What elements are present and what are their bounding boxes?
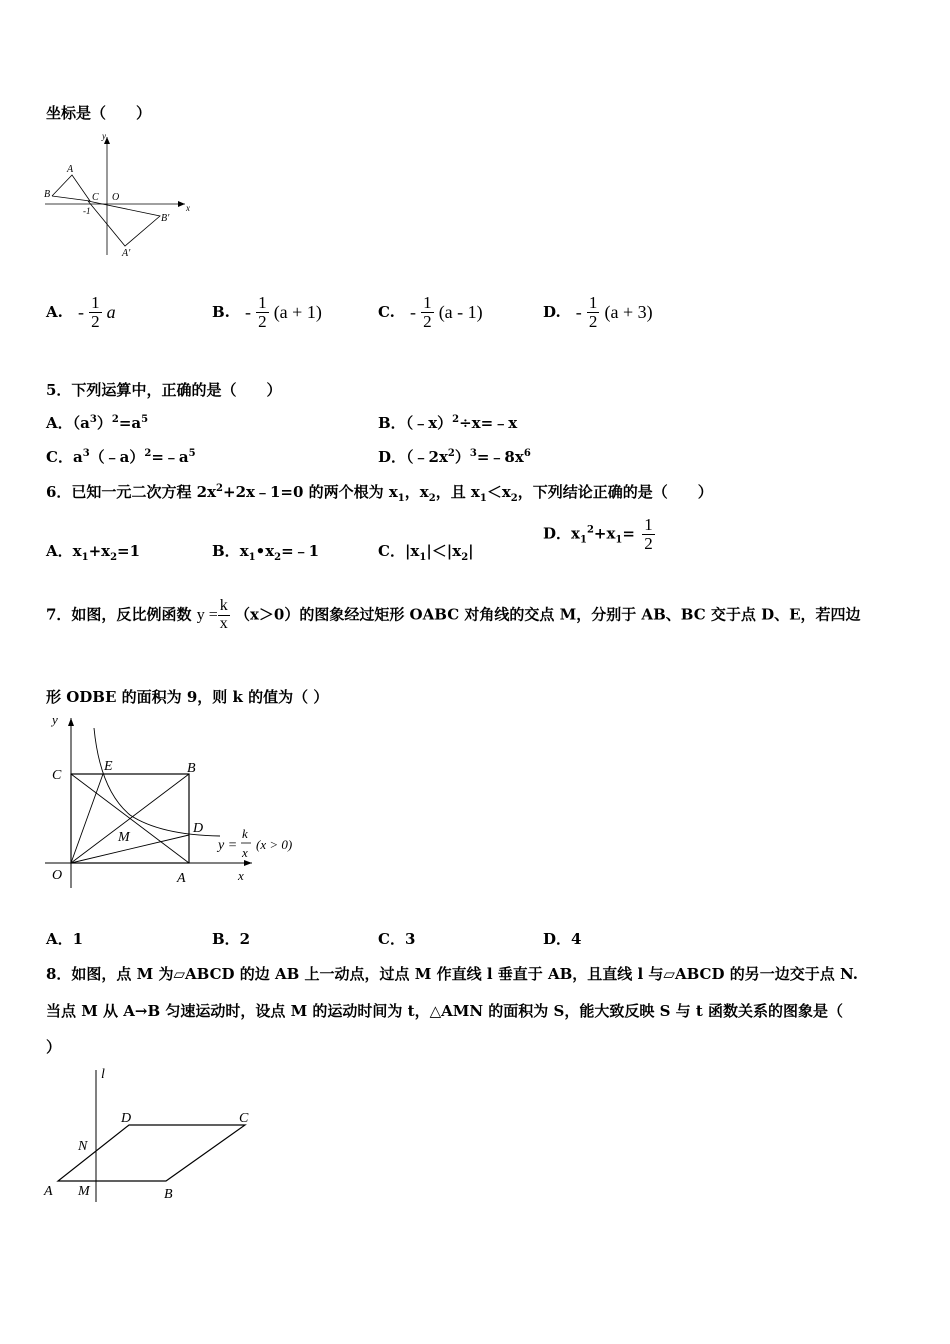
q5-stem: 5．下列运算中，正确的是（ ）: [46, 381, 282, 399]
q7-figure: [40, 710, 330, 890]
q4-fig-x: x: [186, 203, 190, 213]
q4-option-b[interactable]: B. - $\frac{1}{2}$ (a + 1): [212, 293, 322, 331]
q8-fig-m: M: [78, 1184, 90, 1199]
q4-stem-tail: 坐标是（ ）: [46, 104, 152, 122]
q4-fig-o: O: [112, 192, 120, 203]
q8-fig-l: l: [101, 1067, 105, 1082]
q8-fig-b: B: [164, 1187, 173, 1202]
q4-fig-bprime: B′: [161, 213, 170, 224]
q7-fig-e: E: [104, 759, 113, 774]
q7-fig-func-k: k: [242, 826, 248, 841]
q7-fig-c: C: [52, 768, 62, 783]
q8-figure: [40, 1062, 270, 1212]
q6-stem: 6．已知一元二次方程 $2x^2+2x﹣1=0$ 的两个根为 $x_1$，$x_2$，且 $x_1<x_2$，下列结论正确的是（ ）: [46, 483, 713, 504]
q8-stem-line2: 当点 M 从 A→B 匀速运动时，设点 M 的运动时间为 t，△AMN 的面积为 S，能大致反映 S 与 t 函数关系的图象是（: [46, 1002, 843, 1020]
q7-option-d[interactable]: D．4: [543, 930, 582, 948]
q8-fig-c: C: [239, 1111, 249, 1126]
q5-option-a[interactable]: A．$(a^3)^2=a^5$: [46, 414, 149, 432]
q4-fig-c: C: [92, 192, 99, 203]
q7-fig-x: x: [238, 868, 244, 883]
q4-option-c[interactable]: C. - $\frac{1}{2}$ (a - 1): [378, 293, 483, 331]
q7-option-b[interactable]: B．2: [212, 930, 251, 948]
q5-option-d[interactable]: D．$(﹣2x^2)^3=﹣8x^6$: [378, 448, 531, 466]
q8-fig-n: N: [78, 1139, 88, 1154]
q6-option-c[interactable]: C．$|x_1|<|x_2|$: [378, 542, 474, 563]
q6-option-a[interactable]: A．$x_1+x_2=1$: [46, 542, 141, 563]
q8-fig-d: D: [121, 1111, 132, 1126]
q7-fig-m: M: [118, 830, 130, 845]
q4-fig-a: A: [67, 164, 74, 175]
q7-option-a[interactable]: A．1: [46, 930, 84, 948]
q8-fig-a: A: [44, 1184, 53, 1199]
q7-fig-o: O: [52, 868, 63, 883]
q6-option-d[interactable]: D．$x_1^2+x_1=$ $\frac{1}{2}$: [543, 515, 653, 553]
q5-option-b[interactable]: B．（﹣x）$^2$÷x=﹣x: [378, 414, 518, 432]
q5-option-c[interactable]: C．$a^3(﹣a)^2=﹣a^5$: [46, 448, 196, 466]
q7-option-c[interactable]: C．3: [378, 930, 416, 948]
q6-option-b[interactable]: B．$x_1•x_2=﹣1$: [212, 542, 320, 563]
q7-fig-func-cond: (x > 0): [256, 837, 293, 852]
q4-fig-y: y: [102, 131, 106, 141]
q8-stem-line1: 8．如图，点 M 为▱ABCD 的边 AB 上一动点，过点 M 作直线 l 垂直于 AB，且直线 l 与▱ABCD 的另一边交于点 N.: [46, 965, 858, 983]
q7-stem-line2: 形 ODBE 的面积为 9，则 k 的值为（ ）: [46, 688, 329, 706]
q4-fig-neg1: -1: [83, 206, 91, 216]
q4-option-d[interactable]: D. - $\frac{1}{2}$ (a + 3): [543, 293, 653, 331]
q4-fig-b: B: [44, 189, 51, 200]
q7-fig-func-y: y =: [218, 838, 238, 853]
q8-stem-line3: ）: [46, 1038, 62, 1056]
q4-option-a[interactable]: A. - $\frac{1}{2}$ a: [46, 293, 116, 331]
q7-fig-func-x: x: [242, 845, 248, 860]
q7-fig-d: D: [193, 821, 204, 836]
q4-fig-aprime: A′: [122, 248, 131, 259]
q7-fig-y: y: [52, 712, 58, 727]
q7-fig-b: B: [187, 761, 196, 776]
q4-figure: [40, 130, 200, 260]
q7-fig-a: A: [177, 871, 186, 886]
q7-stem-line1: 7．如图，反比例函数 y = $\frac{k}{x}$ （x＞0）的图象经过矩形 OABC 对角线的交点 M，分别于 AB、BC 交于点 D、E，若四边: [46, 597, 861, 632]
